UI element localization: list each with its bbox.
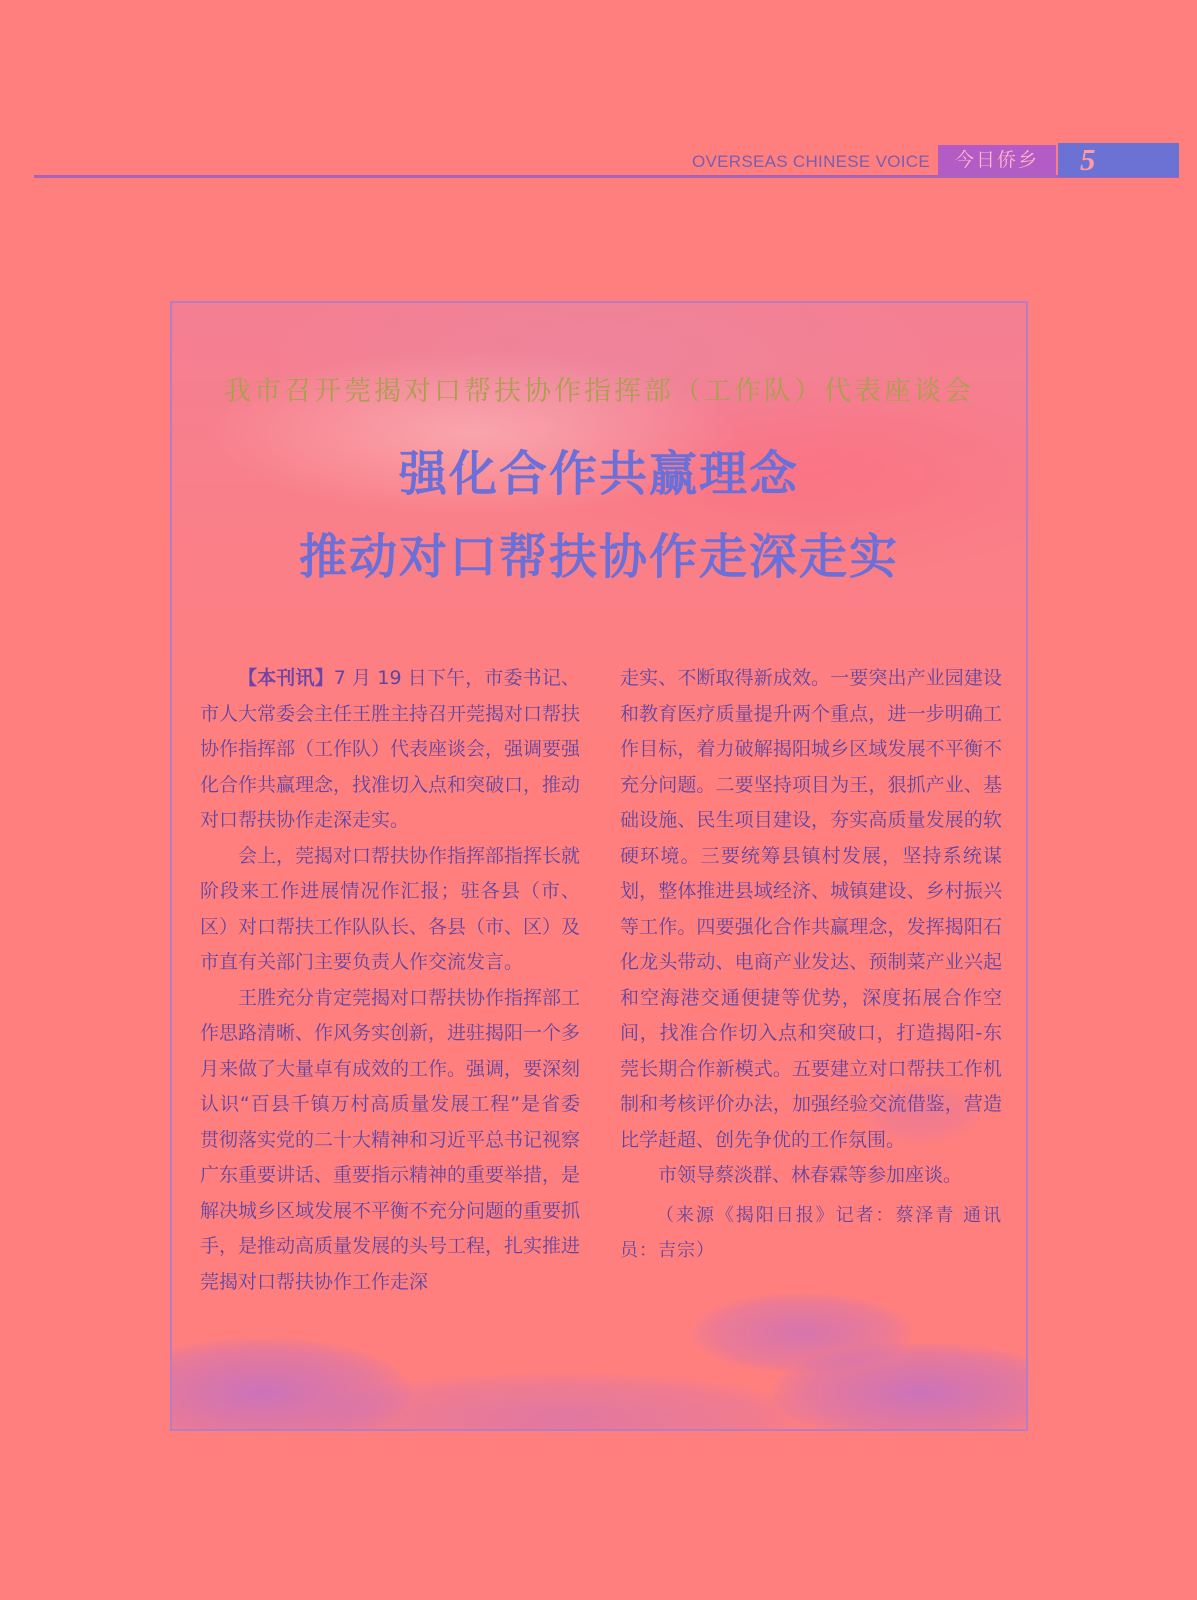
header-rule [34, 175, 1179, 178]
article-source: （来源《揭阳日报》记者：蔡泽青 通讯员：吉宗） [620, 1204, 1002, 1261]
article-headline-line1: 强化合作共赢理念 [398, 446, 799, 502]
article-column-left [200, 661, 580, 1300]
article-headline-line2: 推动对口帮扶协作走深走实 [298, 529, 899, 585]
article-paragraph: 走实、不断取得新成效。一要突出产业园建设和教育医疗质量提升两个重点，进一步明确工作目标，着力破解揭阳城乡区域发展不平衡不充分问题。二要坚持项目为王，狠抓产业、基础设施、民生项目建设，夯实高质量发展的软硬环境。三要统筹县镇村发展，坚持系统谋划，整体推进县域经济、城镇建设、乡村振兴等工作。四要强化合作共赢理念，发挥揭阳石化龙头带动、电商产业发达、预制菜产业兴起和空海港交通便捷等优势，深度拓展合作空间，找准合作切入点和突破口，打造揭阳-东莞长期合作新模式。五要建立对口帮扶工作机制和考核评价办法，加强经验交流借鉴，营造比学赶超、创先争优的工作氛围。 [620, 667, 1002, 1151]
article-column-right [620, 661, 1002, 1269]
article-paragraph [200, 661, 580, 839]
article-paragraph: 王胜充分肯定莞揭对口帮扶协作指挥部工作思路清晰、作风务实创新，进驻揭阳一个多月来做了大量卓有成效的工作。强调，要深刻认识“百县千镇万村高质量发展工程”是省委贯彻落实党的二十大精神和习近平总书记视察广东重要讲话、重要指示精神的重要举措，是解决城乡区域发展不平衡不充分问题的重要抓手，是推动高质量发展的头号工程，扎实推进莞揭对口帮扶协作工作走深 [200, 986, 581, 1293]
article-frame [170, 301, 1028, 1431]
section-tab: 今日侨乡 [938, 145, 1056, 175]
article-paragraph: 市领导蔡淡群、林春霖等参加座谈。 [658, 1164, 963, 1186]
magazine-name: OVERSEAS CHINESE VOICE [691, 152, 930, 171]
page-number: 5 [1080, 142, 1096, 177]
article-paragraph: 会上，莞揭对口帮扶协作指挥部指挥长就阶段来工作进展情况作汇报；驻各县（市、区）对口帮扶工作队队长、各县（市、区）及市直有关部门主要负责人作交流发言。 [200, 844, 581, 973]
lead-tag: 【本刊讯】 [238, 667, 334, 689]
article-kicker: 我市召开莞揭对口帮扶协作指挥部（工作队）代表座谈会 [224, 376, 974, 407]
lead-text: 7 月 19 日下午，市委书记、市人大常委会主任王胜主持召开莞揭对口帮扶协作指挥部（工作队）代表座谈会，强调要强化合作共赢理念，找准切入点和突破口，推动对口帮扶协作走深走实。 [200, 667, 581, 831]
page-number-box [1058, 143, 1179, 177]
